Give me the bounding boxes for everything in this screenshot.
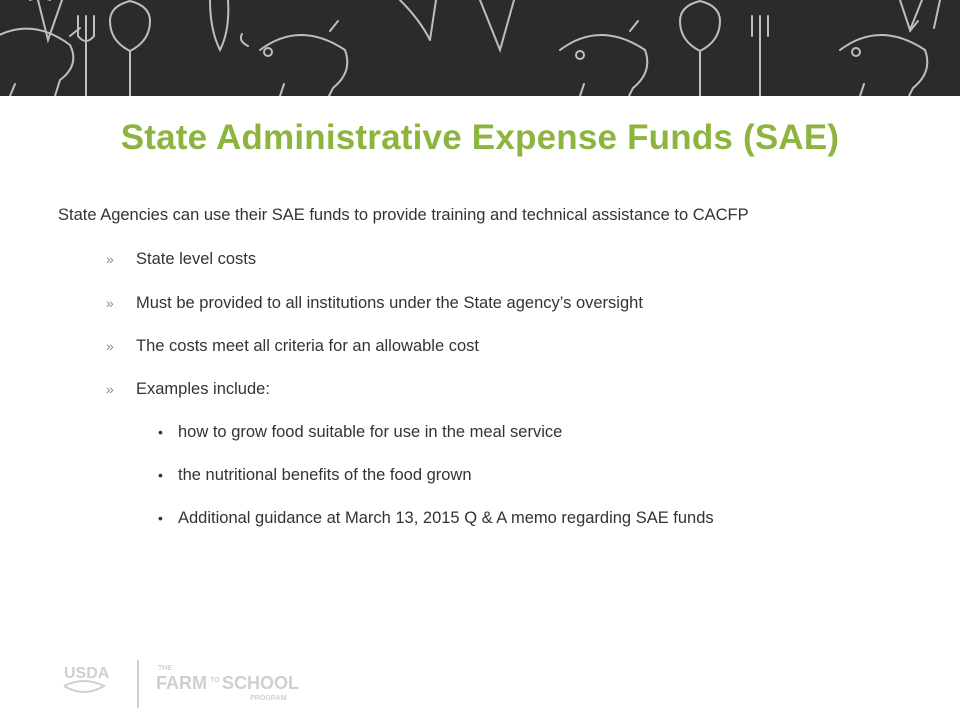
bullet-text: the nutritional benefits of the food grown xyxy=(178,466,472,484)
farm-logo-the: THE xyxy=(158,665,172,672)
sub-marker-icon: » xyxy=(106,295,114,311)
bullet-item xyxy=(158,466,472,485)
chalkboard-banner xyxy=(0,0,960,96)
sub-item xyxy=(106,337,479,356)
sub-item xyxy=(106,294,643,313)
bullet-item xyxy=(158,423,562,442)
bullet-icon: • xyxy=(158,467,163,483)
farm-logo-farm: FARM xyxy=(156,673,207,693)
bullet-text: how to grow food suitable for use in the meal service xyxy=(178,423,563,441)
bullet-item xyxy=(158,509,714,528)
sub-item-text: State level costs xyxy=(136,250,257,268)
sub-item-text: Examples include: xyxy=(136,380,270,398)
footer-logos xyxy=(62,656,302,710)
sub-marker-icon: » xyxy=(106,338,114,354)
chalk-doodles-icon xyxy=(0,0,960,96)
sub-item-text: Must be provided to all institutions under the State agency’s oversight xyxy=(136,294,643,312)
sub-item xyxy=(106,250,256,269)
slide-title: State Administrative Expense Funds (SAE) xyxy=(120,118,840,157)
sub-marker-icon: » xyxy=(106,381,114,397)
usda-farm-to-school-logo-icon xyxy=(62,656,302,710)
bullet-icon: • xyxy=(158,510,163,526)
farm-logo-program: PROGRAM xyxy=(250,695,287,702)
farm-logo-school: SCHOOL xyxy=(222,673,300,693)
bullet-icon: • xyxy=(158,424,163,440)
sub-marker-icon: » xyxy=(106,251,114,267)
intro-text: State Agencies can use their SAE funds to provide training and technical assistance to CACFP xyxy=(58,206,749,224)
farm-logo-to: TO xyxy=(210,677,220,684)
sub-item xyxy=(106,380,270,399)
sub-item-text: The costs meet all criteria for an allowable cost xyxy=(136,337,479,355)
bullet-text: Additional guidance at March 13, 2015 Q & A memo regarding SAE funds xyxy=(178,509,714,527)
usda-logo-text: USDA xyxy=(64,665,110,682)
